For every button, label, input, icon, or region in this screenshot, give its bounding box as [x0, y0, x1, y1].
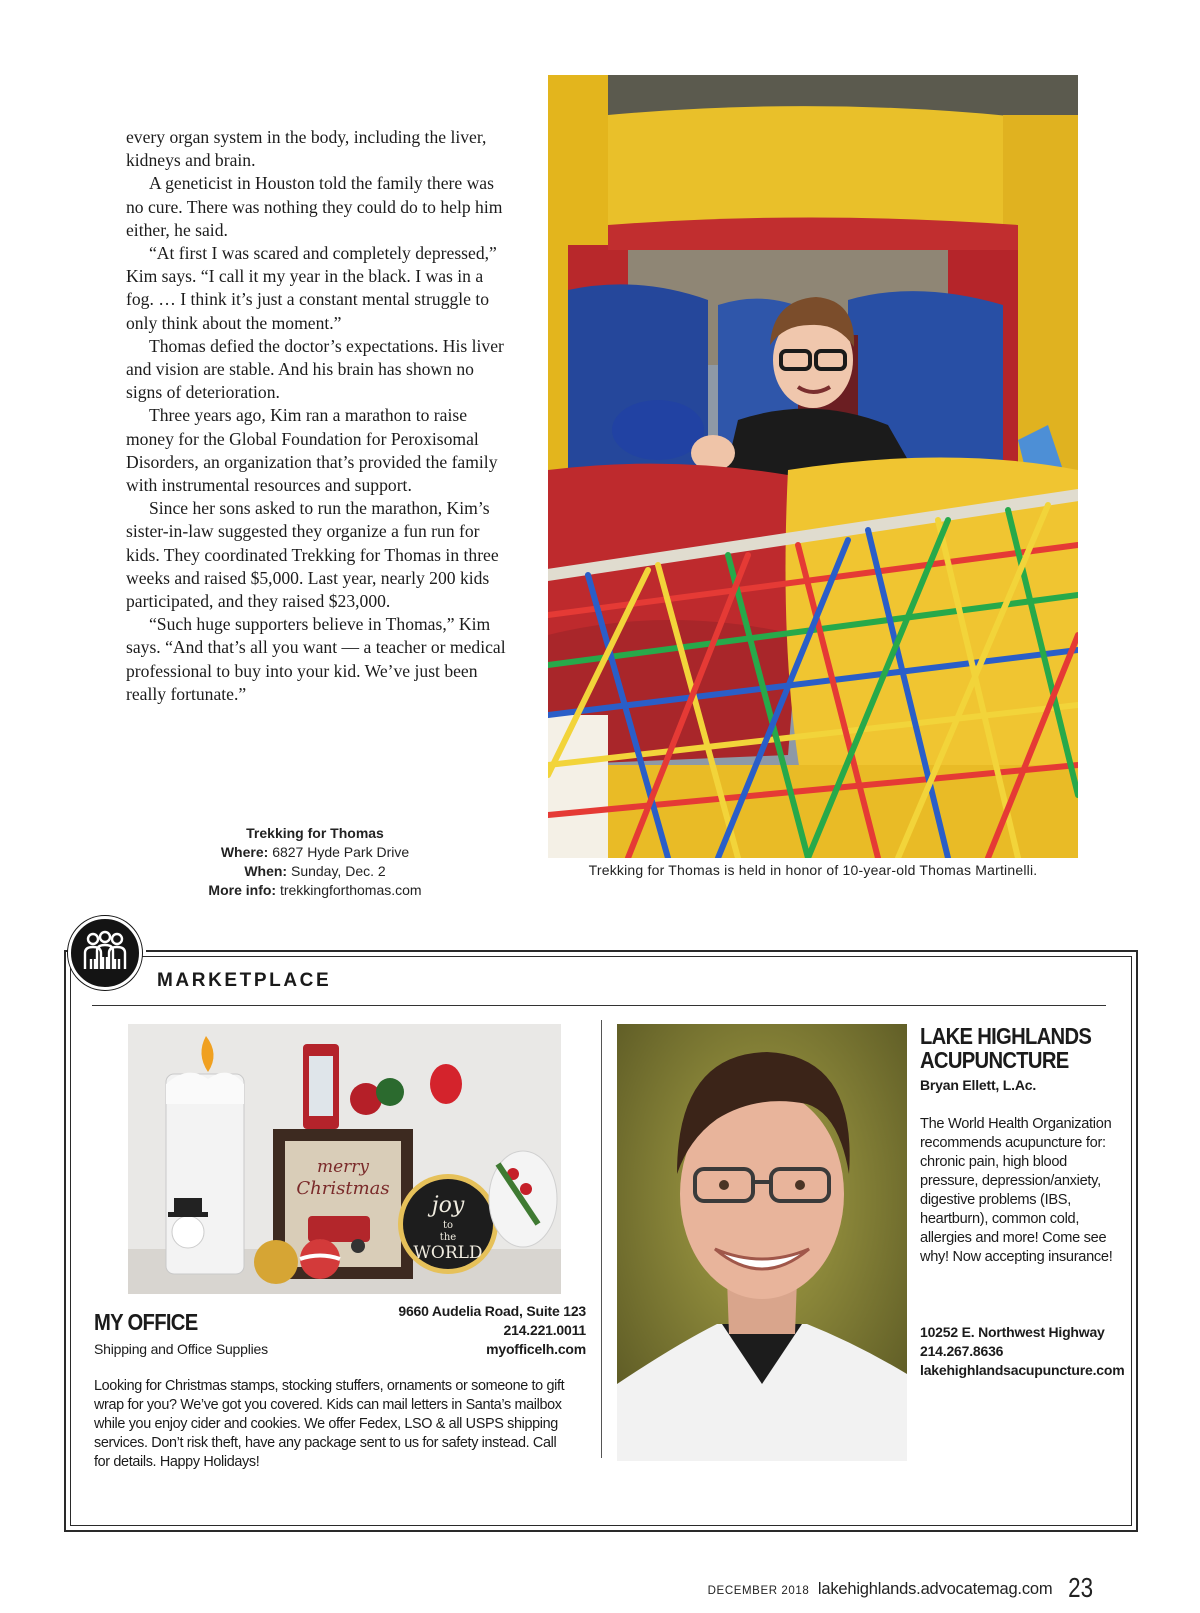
event-when-label: When: — [244, 863, 288, 879]
marketplace-title: MARKETPLACE — [157, 970, 332, 991]
article-paragraph: Three years ago, Kim ran a marathon to raise money for the Global Foundation for Peroxisomal Disorders, an organization that’s provided the family with instrumental resources and support. — [126, 405, 498, 496]
joy-plate-text: to — [442, 1220, 454, 1231]
marketplace-rule — [92, 1005, 1106, 1006]
footer-issue: DECEMBER 2018 — [707, 1585, 810, 1597]
practitioner-portrait-photo — [617, 1024, 907, 1461]
office-website[interactable]: myofficelh.com — [486, 1341, 586, 1357]
acupuncture-practitioner: Bryan Ellett, L.Ac. — [920, 1077, 1037, 1093]
bounce-house-photo — [548, 75, 1078, 858]
event-when: Sunday, Dec. 2 — [290, 863, 386, 879]
event-title: Trekking for Thomas — [246, 825, 384, 841]
office-description: Looking for Christmas stamps, stocking stuffers, ornaments or someone to gift wrap for you? We’ve got you covered. Kids can mail letters in Santa’s mailbox while you enjoy cider and cookies. We offer Fedex, LSO & all USPS shipping services. Don’t risk theft, have any package sent to us for safety instead. Call for details. Happy Holidays! — [94, 1378, 565, 1470]
joy-plate-text: WORLD — [413, 1243, 483, 1263]
article-body — [126, 126, 514, 706]
article-paragraph: Since her sons asked to run the marathon, Kim’s sister-in-law suggested they organize a fun run for kids. They coordinated Trekking for Thomas in three weeks and raised $5,000. Last year, nearly 200 kids participated, and they raised $23,000. — [126, 498, 499, 612]
office-subtitle: Shipping and Office Supplies — [94, 1341, 268, 1357]
acupuncture-business-name — [920, 1024, 1122, 1072]
joy-plate-text: the — [439, 1232, 457, 1243]
event-where-label: Where: — [220, 844, 269, 860]
acupuncture-description: The World Health Organization recommends acupuncture for: chronic pain, high blood pressure, depression/anxiety, digestive problems (IBS, heartburn), common cold, allergies and more! Come see why! Now accepting insurance! — [920, 1116, 1113, 1265]
joy-plate-text: joy — [431, 1193, 465, 1218]
page-footer — [708, 1572, 1096, 1604]
event-info-label: More info: — [208, 882, 277, 898]
acupuncture-name-line1: LAKE HIGHLANDS — [920, 1023, 1092, 1049]
office-address: 9660 Audelia Road, Suite 123 — [398, 1303, 586, 1319]
merry-christmas-sign-text: Christmas — [296, 1178, 390, 1199]
office-business-name: MY OFFICE — [94, 1309, 198, 1335]
acupuncture-contact-block — [920, 1323, 1124, 1380]
footer-site[interactable]: lakehighlands.advocatemag.com — [817, 1580, 1053, 1598]
practitioner-portrait-illustration — [617, 1024, 907, 1461]
acupuncture-website[interactable]: lakehighlandsacupuncture.com — [920, 1362, 1125, 1378]
article-paragraph: A geneticist in Houston told the family there was no cure. There was nothing they could do to help him either, he said. — [126, 173, 503, 240]
event-info-link[interactable]: trekkingforthomas.com — [279, 882, 422, 898]
article-paragraph: Thomas defied the doctor’s expectations. His liver and vision are stable. And his brain has shown no signs of deterioration. — [126, 335, 504, 403]
article-paragraph: “Such huge supporters believe in Thomas,” Kim says. “And that’s all you want — a teacher or medical professional to buy into your kid. We’ve just been really fortunate.” — [126, 614, 506, 704]
acupuncture-address: 10252 E. Northwest Highway — [920, 1324, 1105, 1340]
bounce-house-illustration — [548, 75, 1078, 858]
article-paragraph: every organ system in the body, including the liver, kidneys and brain. — [126, 127, 487, 171]
acupuncture-name-line2: ACUPUNCTURE — [920, 1047, 1069, 1073]
marketplace-column-divider — [601, 1020, 602, 1458]
people-group-icon-graphic — [71, 919, 139, 987]
acupuncture-phone[interactable]: 214.267.8636 — [920, 1343, 1004, 1359]
page-number: 23 — [1067, 1572, 1093, 1603]
office-products-photo — [128, 1024, 561, 1294]
article-paragraph: “At first I was scared and completely depressed,” Kim says. “I call it my year in the black. I was in a fog. … I think it’s just a constant mental struggle to only think about the moment.” — [126, 243, 497, 333]
event-where: 6827 Hyde Park Drive — [272, 844, 410, 860]
event-info-box — [190, 824, 440, 900]
photo-caption: Trekking for Thomas is held in honor of 10-year-old Thomas Martinelli. — [588, 862, 1038, 878]
christmas-decor-illustration — [128, 1024, 561, 1294]
people-group-icon — [68, 916, 142, 990]
office-phone[interactable]: 214.221.0011 — [503, 1322, 586, 1338]
office-contact-block — [398, 1302, 586, 1359]
merry-christmas-sign-text: merry — [316, 1157, 370, 1177]
